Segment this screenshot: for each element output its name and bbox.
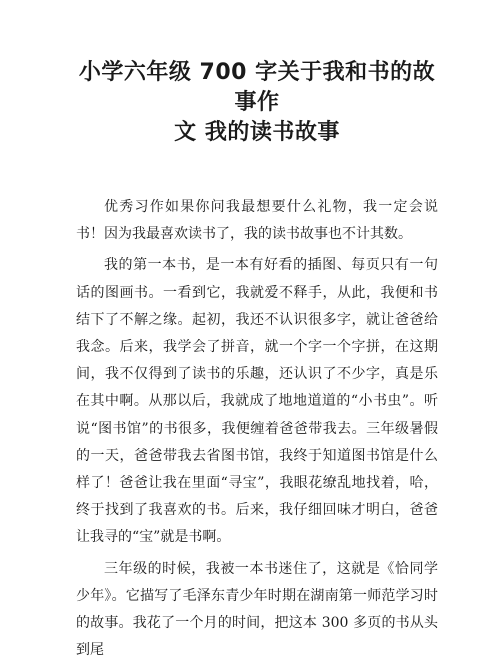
title-line-1: 小学六年级 700 字关于我和书的故事作 bbox=[78, 60, 436, 115]
paragraph-2: 我的第一本书，是一本有好看的插图、每页只有一句话的图画书。一看到它，我就爱不释手，从此，我便和书结下了不解之缘。起初，我还不认识很多字，就让爸爸给我念。后来，我学会了拼音，就一个字一个字拼，在这期间，我不仅得到了读书的乐趣，还认识了不少字，真是乐在其中啊。从那以后，我就成了地地道道的“小书虫”。听说“图书馆”的书很多，我便缠着爸爸带我去。三年级暑假的一天，爸爸带我去省图书馆，我终于知道图书馆是什么样了！爸爸让我在里面“寻宝”，我眼花缭乱地找着，哈，终于找到了我喜欢的书。后来，我仔细回味才明白，爸爸让我寻的“宝”就是书啊。 bbox=[76, 257, 438, 546]
paragraph-1: 优秀习作如果你问我最想要什么礼物，我一定会说 书！因为我最喜欢读书了，我的读书故事也不计其数。 bbox=[76, 199, 438, 243]
document-body bbox=[76, 194, 438, 664]
title-line-2: 文 我的读书故事 bbox=[174, 120, 340, 145]
document-title bbox=[76, 58, 438, 148]
paragraph-3: 三年级的时候，我被一本书迷住了，这就是《恰同学少年》。它描写了毛泽东青少年时期在湖南第一师范学习时的故事。我花了一个月的时间，把这本 300 多页的书从头到尾 bbox=[76, 560, 438, 659]
